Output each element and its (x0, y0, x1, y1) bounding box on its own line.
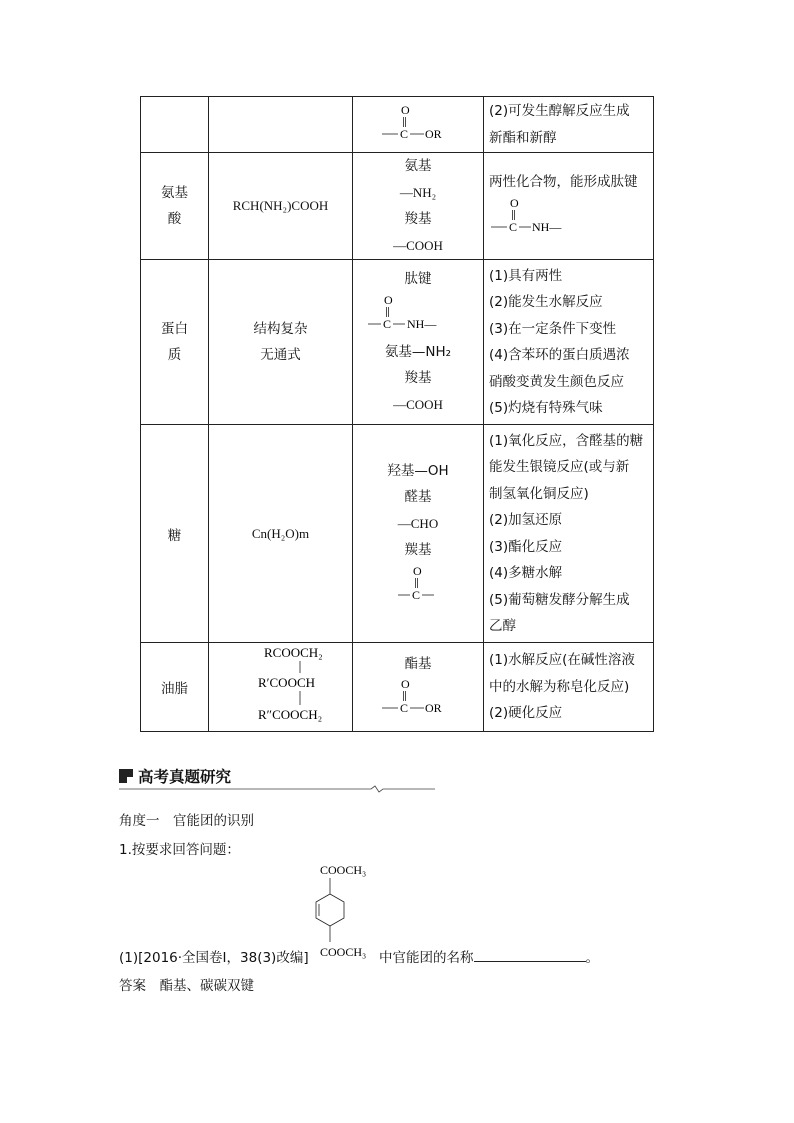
table-row-ester-cont (141, 97, 654, 153)
prop-line: (1)氧化反应，含醛基的糖 (489, 432, 644, 449)
prop-line: 乙醇 (489, 618, 516, 634)
prop-line: (2)加氢还原 (489, 512, 563, 528)
group-nh: NH— (532, 220, 562, 235)
group-line: 醛基 (404, 489, 432, 505)
props-cell (484, 643, 654, 732)
formula-cell (209, 643, 353, 732)
groups-cell (353, 643, 484, 732)
formula-line: R′COOCH (257, 675, 315, 690)
peptide-bond-structure (489, 195, 589, 239)
sub-question-suffix (379, 946, 599, 966)
atom-o: O (401, 102, 410, 117)
group-line: 氨基 (404, 158, 432, 174)
name-cell (141, 153, 209, 260)
end-mark: 。 (585, 950, 599, 966)
name-text: 糖 (167, 527, 182, 544)
mol-top-group: COOCH₃ (320, 863, 367, 877)
name-line: 氨基 (161, 184, 188, 201)
name-cell (141, 643, 209, 732)
atom-o: O (510, 196, 519, 211)
name-cell (141, 425, 209, 643)
name-line: 蛋白 (161, 320, 188, 337)
group-line: —COOH (393, 396, 443, 412)
formula-cell (209, 425, 353, 643)
atom-c: C (400, 701, 409, 716)
answer-blank (474, 949, 586, 962)
groups-cell (353, 260, 484, 425)
formula-line: 无通式 (260, 347, 301, 363)
group-line: —NH₂ (399, 184, 437, 200)
section-header (119, 766, 435, 790)
prop-line: 能发生银镜反应(或与新 (489, 459, 630, 475)
table-row-protein (141, 260, 654, 425)
prop-line: (5)葡萄糖发酵分解生成 (489, 591, 630, 608)
atom-c: C (383, 316, 392, 331)
section-title: 高考真题研究 (138, 768, 232, 786)
group-line: 酯基 (404, 655, 432, 672)
props-cell (484, 153, 654, 260)
formula-text: RCH(NH₂)COOH (232, 198, 329, 213)
atom-c: C (509, 220, 518, 235)
atom-o: O (401, 677, 410, 692)
atom-c: C (400, 126, 409, 141)
group-line: 肽键 (404, 271, 432, 287)
groups-cell (353, 153, 484, 260)
group-line: 羟基—OH (387, 462, 449, 479)
ester-structure-cell (353, 97, 484, 153)
name-text: 油脂 (161, 681, 188, 697)
prop-line: (2)可发生醇解反应生成 (489, 103, 630, 119)
group-nh: NH— (407, 316, 437, 331)
angle-heading: 角度一 官能团的识别 (119, 813, 254, 829)
atom-c: C (412, 587, 421, 602)
molecule-structure (306, 860, 386, 964)
props-cell (484, 425, 654, 643)
formula-cell (209, 260, 353, 425)
question-text: 1.按要求回答问题： (119, 842, 240, 858)
groups-cell (353, 425, 484, 643)
group-line: —CHO (397, 515, 439, 531)
table-row-amino-acid (141, 153, 654, 260)
name-cell (141, 260, 209, 425)
section-square-icon (119, 769, 133, 783)
prop-line: 制氢氧化铜反应) (489, 485, 589, 502)
cell-empty (141, 97, 209, 153)
formula-line: RCOOCH₂ (263, 645, 323, 660)
ester-structure (378, 677, 458, 719)
prop-line: (4)含苯环的蛋白质遇浓 (489, 347, 630, 363)
prop-line: 中的水解为称皂化反应) (489, 678, 630, 695)
group-or: OR (425, 701, 442, 716)
peptide-bond-structure (368, 293, 468, 335)
group-line: 羧基 (404, 211, 432, 227)
ester-structure (378, 103, 458, 143)
prop-line: (2)能发生水解反应 (489, 294, 603, 310)
prop-line: (2)硬化反应 (489, 705, 563, 722)
formula-line: R″COOCH₂ (257, 707, 322, 722)
formula-cell (209, 153, 353, 260)
suffix-text: 中官能团的名称 (379, 950, 474, 966)
sub-question-prefix: (1)[2016·全国卷Ⅰ，38(3)改编] (119, 950, 309, 966)
atom-o: O (384, 292, 393, 307)
group-line: —COOH (393, 237, 443, 253)
group-or: OR (425, 126, 442, 141)
mol-bottom-group: COOCH₃ (320, 945, 367, 959)
prop-line: (5)灼烧有特殊气味 (489, 400, 603, 416)
prop-line: 新酯和新醇 (489, 129, 557, 146)
name-line: 酸 (167, 211, 182, 227)
cell-empty (209, 97, 353, 153)
functional-group-table (140, 96, 654, 732)
formula-text: Cn(H₂O)m (251, 525, 310, 541)
prop-line: (1)具有两性 (489, 267, 563, 284)
table-row-sugar (141, 425, 654, 643)
formula-line: 结构复杂 (253, 320, 308, 337)
atom-o: O (413, 563, 422, 578)
section-divider (119, 785, 435, 793)
prop-line: (3)在一定条件下变性 (489, 320, 617, 337)
ester-props-cell (484, 97, 654, 153)
answer-text: 答案 酯基、碳碳双键 (119, 978, 254, 994)
carbonyl-structure (388, 564, 448, 606)
table-row-fat (141, 643, 654, 732)
group-line: 羧基 (404, 370, 432, 386)
prop-line: 两性化合物，能形成肽键 (489, 173, 638, 190)
prop-line: (3)酯化反应 (489, 538, 563, 555)
group-line: 氨基—NH₂ (384, 343, 452, 360)
prop-line: (1)水解反应(在碱性溶液 (489, 652, 635, 669)
group-line: 羰基 (404, 542, 432, 558)
prop-line: 硝酸变黄发生颜色反应 (489, 373, 624, 390)
name-line: 质 (167, 347, 182, 363)
prop-line: (4)多糖水解 (489, 565, 563, 581)
triglyceride-structure (226, 643, 336, 727)
props-cell (484, 260, 654, 425)
